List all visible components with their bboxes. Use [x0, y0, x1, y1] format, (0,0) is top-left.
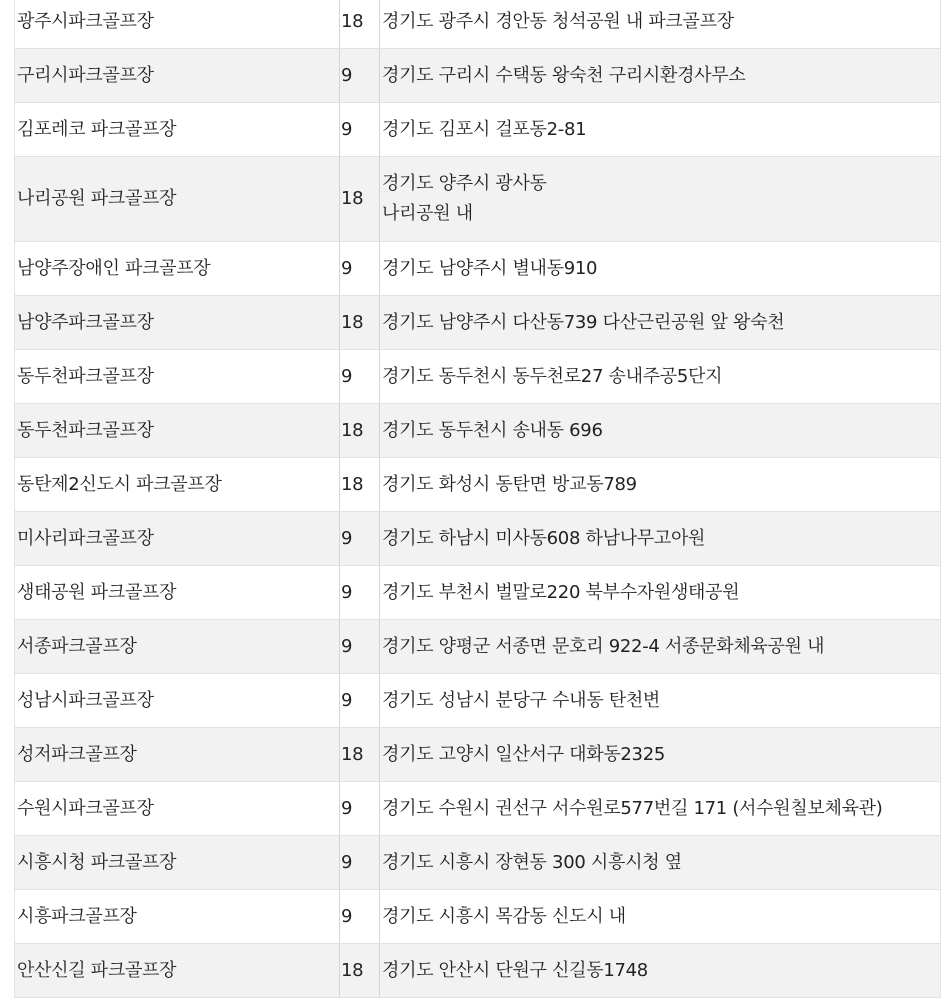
course-name-cell: 구리시파크골프장 — [15, 49, 340, 103]
table-row — [15, 944, 941, 998]
hole-count-cell: 9 — [340, 782, 380, 836]
table-body — [15, 0, 941, 998]
address-line: 경기도 시흥시 장현동 300 시흥시청 옆 — [382, 851, 682, 873]
hole-count-cell: 18 — [340, 296, 380, 350]
address-line: 경기도 수원시 권선구 서수원로577번길 171 (서수원칠보체육관) — [382, 797, 883, 819]
address-line: 경기도 안산시 단원구 신길동1748 — [382, 959, 648, 981]
hole-count-cell: 9 — [340, 836, 380, 890]
course-name-cell: 동탄제2신도시 파크골프장 — [15, 458, 340, 512]
hole-count-cell: 18 — [340, 728, 380, 782]
address-line: 나리공원 내 — [382, 203, 473, 224]
address-cell — [380, 0, 941, 49]
address-cell — [380, 157, 941, 242]
address-cell — [380, 512, 941, 566]
table-row — [15, 782, 941, 836]
address-cell — [380, 944, 941, 998]
address-line: 경기도 화성시 동탄면 방교동789 — [382, 473, 637, 495]
hole-count-cell: 9 — [340, 566, 380, 620]
hole-count-cell: 18 — [340, 0, 380, 49]
table-row — [15, 242, 941, 296]
hole-count-cell: 9 — [340, 103, 380, 157]
hole-count-cell: 18 — [340, 157, 380, 242]
table-row — [15, 674, 941, 728]
address-cell — [380, 566, 941, 620]
table-row — [15, 404, 941, 458]
course-name-cell: 시흥파크골프장 — [15, 890, 340, 944]
course-name-cell: 동두천파크골프장 — [15, 404, 340, 458]
address-line: 경기도 부천시 벌말로220 북부수자원생태공원 — [382, 581, 740, 603]
table-row — [15, 0, 941, 49]
address-line: 경기도 동두천시 동두천로27 송내주공5단지 — [382, 365, 723, 387]
address-cell — [380, 404, 941, 458]
course-name-cell: 남양주장애인 파크골프장 — [15, 242, 340, 296]
table-row — [15, 103, 941, 157]
address-cell — [380, 242, 941, 296]
address-cell — [380, 350, 941, 404]
hole-count-cell: 9 — [340, 890, 380, 944]
address-line: 경기도 광주시 경안동 청석공원 내 파크골프장 — [382, 10, 734, 32]
address-cell — [380, 728, 941, 782]
address-line: 경기도 양평군 서종면 문호리 922-4 서종문화체육공원 내 — [382, 635, 825, 657]
course-name-cell: 시흥시청 파크골프장 — [15, 836, 340, 890]
hole-count-cell: 18 — [340, 404, 380, 458]
address-cell — [380, 296, 941, 350]
table-row — [15, 728, 941, 782]
address-line: 경기도 김포시 걸포동2-81 — [382, 118, 587, 140]
table-row — [15, 836, 941, 890]
golf-course-table — [14, 0, 941, 998]
hole-count-cell: 9 — [340, 49, 380, 103]
course-name-cell: 김포레코 파크골프장 — [15, 103, 340, 157]
course-name-cell: 성저파크골프장 — [15, 728, 340, 782]
hole-count-cell: 18 — [340, 944, 380, 998]
address-cell — [380, 49, 941, 103]
table-row — [15, 620, 941, 674]
hole-count-cell: 9 — [340, 350, 380, 404]
course-name-cell: 성남시파크골프장 — [15, 674, 340, 728]
hole-count-cell: 9 — [340, 674, 380, 728]
table-row — [15, 512, 941, 566]
address-cell — [380, 890, 941, 944]
address-line: 경기도 하남시 미사동608 하남나무고아원 — [382, 527, 706, 549]
course-name-cell: 생태공원 파크골프장 — [15, 566, 340, 620]
address-cell — [380, 103, 941, 157]
hole-count-cell: 9 — [340, 242, 380, 296]
table-row — [15, 157, 941, 242]
course-name-cell: 수원시파크골프장 — [15, 782, 340, 836]
address-cell — [380, 620, 941, 674]
table-row — [15, 350, 941, 404]
address-cell — [380, 782, 941, 836]
address-line: 경기도 남양주시 다산동739 다산근린공원 앞 왕숙천 — [382, 311, 785, 333]
address-line: 경기도 양주시 광사동 — [382, 173, 547, 194]
course-name-cell: 광주시파크골프장 — [15, 0, 340, 49]
address-line: 경기도 고양시 일산서구 대화동2325 — [382, 743, 666, 765]
table-row — [15, 49, 941, 103]
table-row — [15, 458, 941, 512]
address-line: 경기도 남양주시 별내동910 — [382, 257, 598, 279]
hole-count-cell: 9 — [340, 620, 380, 674]
course-name-cell: 안산신길 파크골프장 — [15, 944, 340, 998]
course-name-cell: 나리공원 파크골프장 — [15, 157, 340, 242]
course-name-cell: 동두천파크골프장 — [15, 350, 340, 404]
golf-course-table-wrapper — [14, 0, 940, 998]
address-line: 경기도 동두천시 송내동 696 — [382, 419, 603, 441]
course-name-cell: 서종파크골프장 — [15, 620, 340, 674]
hole-count-cell: 18 — [340, 458, 380, 512]
address-line: 경기도 구리시 수택동 왕숙천 구리시환경사무소 — [382, 64, 746, 86]
address-line: 경기도 성남시 분당구 수내동 탄천변 — [382, 689, 661, 711]
address-cell — [380, 836, 941, 890]
table-row — [15, 296, 941, 350]
table-row — [15, 566, 941, 620]
address-cell — [380, 458, 941, 512]
address-line: 경기도 시흥시 목감동 신도시 내 — [382, 905, 626, 927]
address-cell — [380, 674, 941, 728]
course-name-cell: 미사리파크골프장 — [15, 512, 340, 566]
table-row — [15, 890, 941, 944]
hole-count-cell: 9 — [340, 512, 380, 566]
course-name-cell: 남양주파크골프장 — [15, 296, 340, 350]
